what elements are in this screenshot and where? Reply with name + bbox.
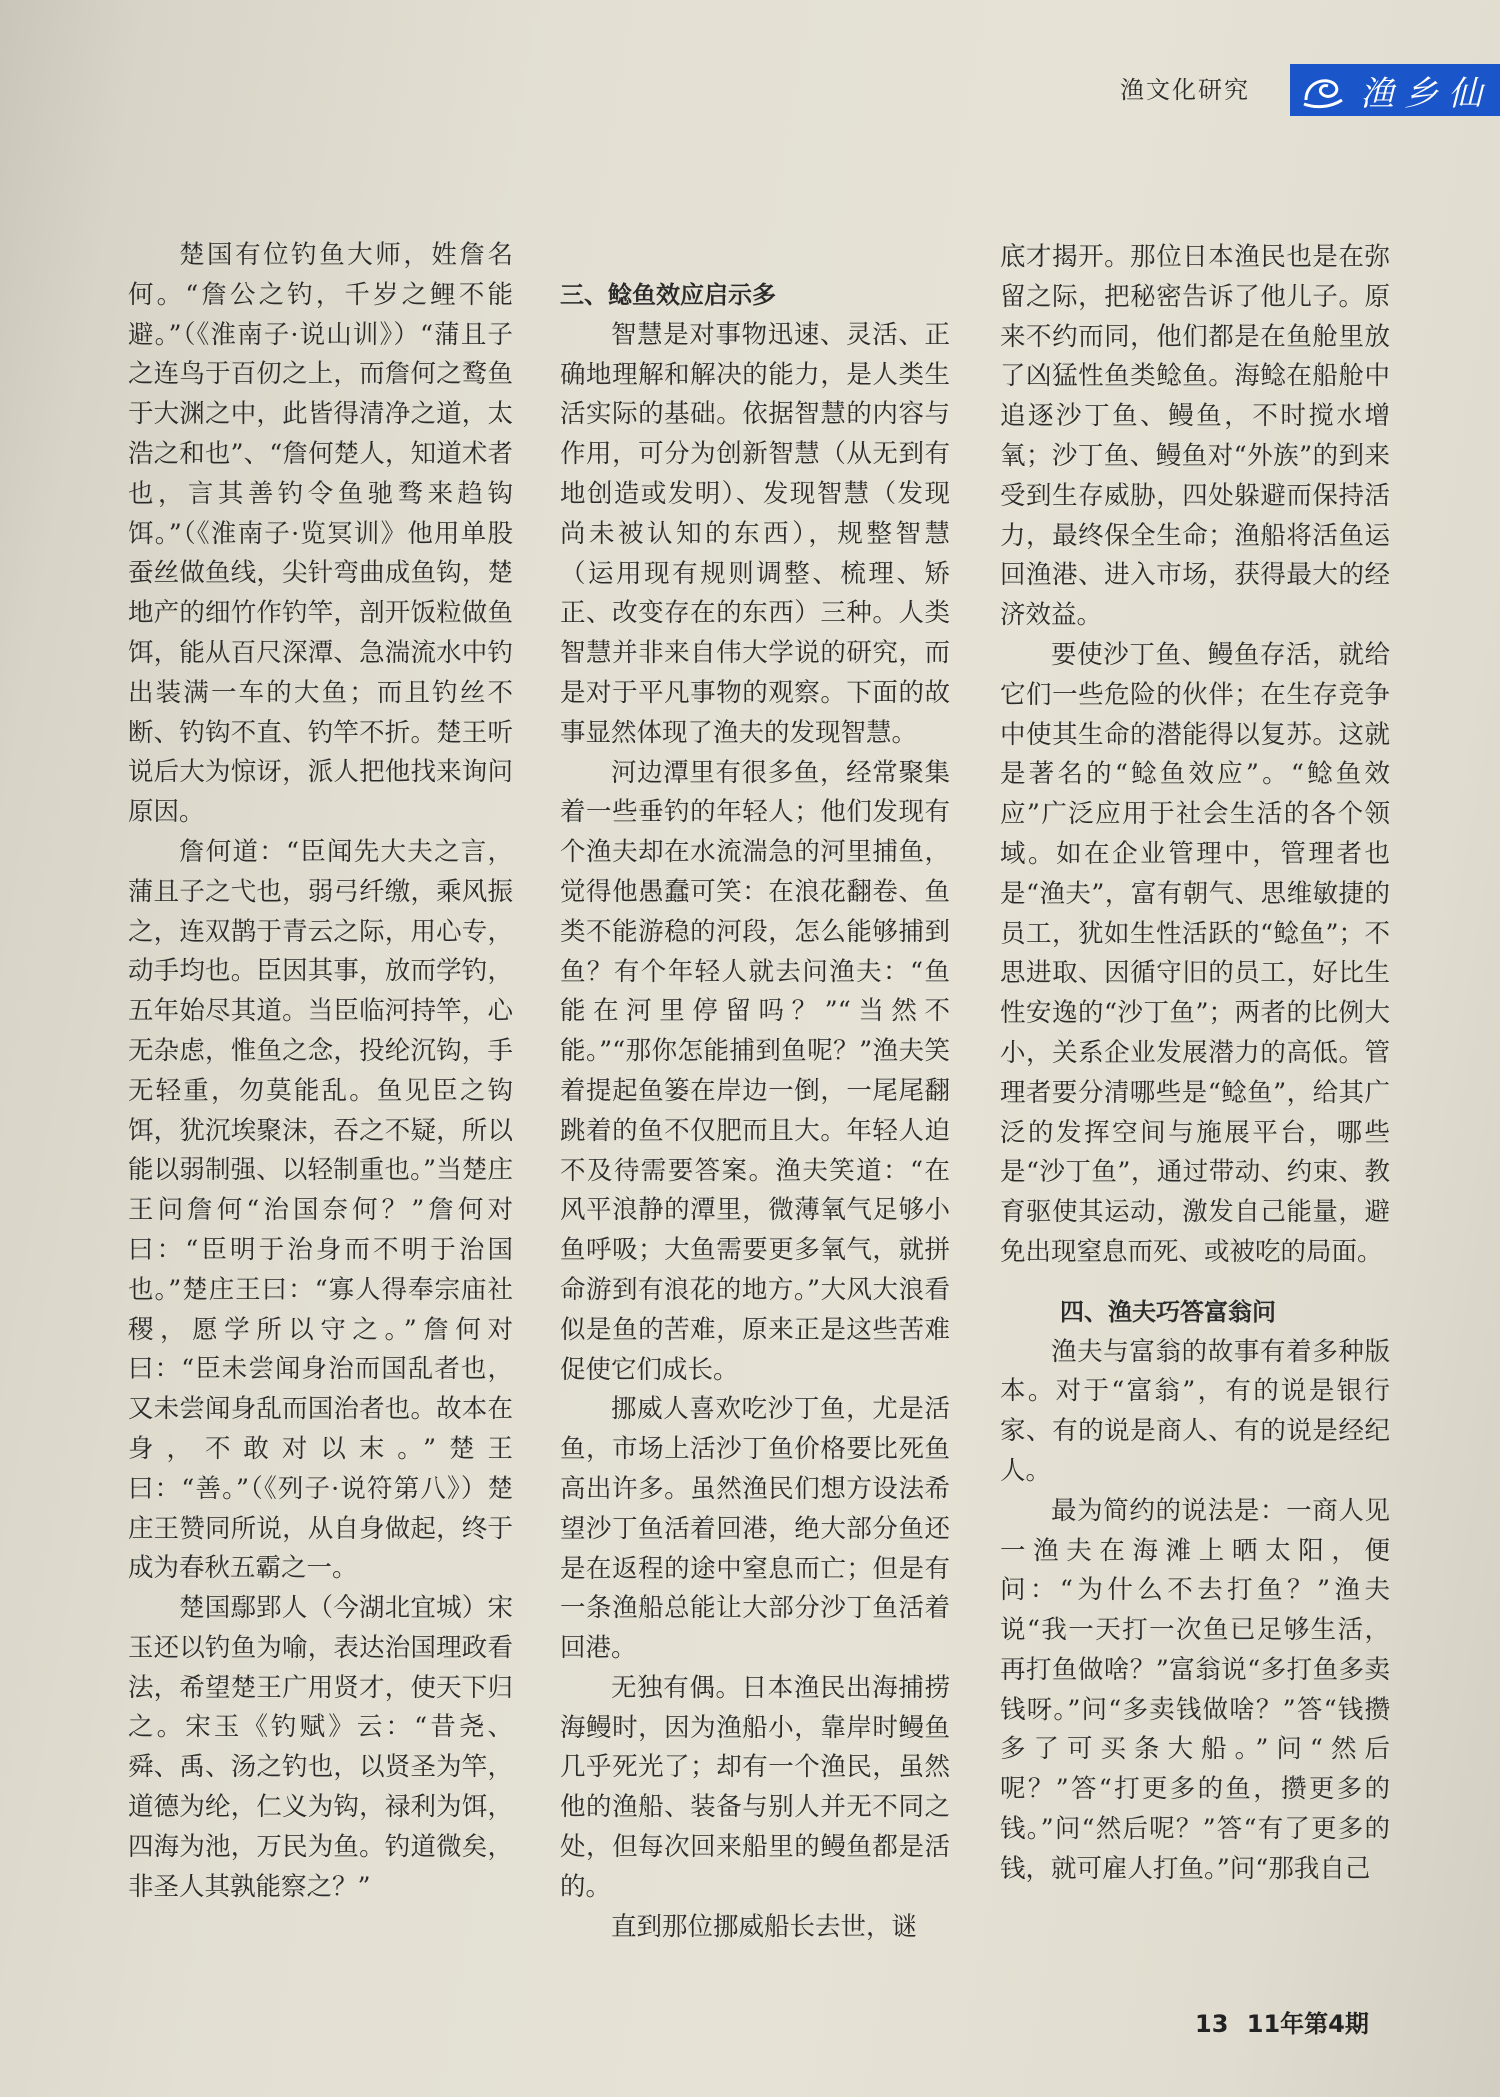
article-column-3: [1000, 238, 1390, 1890]
article-column-2: [560, 276, 950, 1947]
logo-text: 渔乡仙: [1360, 73, 1492, 114]
paragraph: 智慧是对事物迅速、灵活、正确地理解和解决的能力，是人类生活实际的基础。依据智慧的内容与作用，可分为创新智慧（从无到有地创造或发明）、发现智慧（发现尚未被认知的东西），规整智慧（运用现有规则调整、梳理、矫正、改变存在的东西）三种。人类智慧并非来自伟大学说的研究，而是对于平凡事物的观察。下面的故事显然体现了渔夫的发现智慧。: [560, 319, 950, 748]
magazine-logo: [1290, 64, 1500, 116]
page-footer: [1195, 2004, 1369, 2039]
paragraph: 直到那位挪威船长去世，谜: [611, 1911, 918, 1942]
article-column-1: [128, 236, 513, 1907]
paragraph: 詹何道：“臣闻先大夫之言，蒲且子之弋也，弱弓纤缴，乘风振之，连双鹊于青云之际，用心专，动手均也。臣因其事，放而学钓，五年始尽其道。当臣临河持竿，心无杂虑，惟鱼之念，投纶沉钩，手无轻重，勿莫能乱。鱼见臣之钩饵，犹沉埃聚沫，吞之不疑，所以能以弱制强、以轻制重也。”当楚庄王问詹何“治国奈何？”詹何对曰：“臣明于治身而不明于治国也。”楚庄王曰：“寡人得奉宗庙社稷，愿学所以守之。”詹何对曰：“臣未尝闻身治而国乱者也，又未尝闻身乱而国治者也。故本在身，不敢对以末。”楚王曰：“善。”（《列子·说符第八》）楚庄王赞同所说，从自身做起，终于成为春秋五霸之一。: [128, 836, 513, 1584]
paragraph: 要使沙丁鱼、鳗鱼存活，就给它们一些危险的伙伴；在生存竞争中使其生命的潜能得以复苏。这就是著名的“鲶鱼效应”。“鲶鱼效应”广泛应用于社会生活的各个领域。如在企业管理中，管理者也是“渔夫”，富有朝气、思维敏捷的员工，犹如生性活跃的“鲶鱼”；不思进取、因循守旧的员工，好比生性安逸的“沙丁鱼”；两者的比例大小，关系企业发展潜力的高低。管理者要分清哪些是“鲶鱼”，给其广泛的发挥空间与施展平台，哪些是“沙丁鱼”，通过带动、约束、教育驱使其运动，激发自己能量，避免出现窒息而死、或被吃的局面。: [1000, 639, 1390, 1267]
paragraph: 楚国鄢郢人（今湖北宜城）宋玉还以钓鱼为喻，表达治国理政看法，希望楚王广用贤才，使天下归之。宋玉《钓赋》云：“昔尧、舜、禹、汤之钓也，以贤圣为竿，道德为纶，仁义为钩，禄利为饵，四海为池，万民为鱼。钓道微矣，非圣人其孰能察之？”: [128, 1593, 513, 1902]
paragraph: 挪威人喜欢吃沙丁鱼，尤是活鱼，市场上活沙丁鱼价格要比死鱼高出许多。虽然渔民们想方设法希望沙丁鱼活着回港，绝大部分鱼还是在返程的途中窒息而亡；但是有一条渔船总能让大部分沙丁鱼活着回港。: [560, 1394, 950, 1664]
paragraph: 最为简约的说法是：一商人见一渔夫在海滩上晒太阳，便问：“为什么不去打鱼？”渔夫说“我一天打一次鱼已足够生活，再打鱼做啥？”富翁说“多打鱼多卖钱呀。”问“多卖钱做啥？”答“钱攒多了可买条大船。”问“然后呢？”答“打更多的鱼，攒更多的钱。”问“然后呢？”答“有了更多的钱，就可雇人打鱼。”问“那我自己: [1000, 1495, 1390, 1884]
paragraph: 底才揭开。那位日本渔民也是在弥留之际，把秘密告诉了他儿子。原来不约而同，他们都是在鱼舱里放了凶猛性鱼类鲶鱼。海鲶在船舱中追逐沙丁鱼、鳗鱼，不时搅水增氧；沙丁鱼、鳗鱼对“外族”的到来受到生存威胁，四处躲避而保持活力，最终保全生命；渔船将活鱼运回渔港、进入市场，获得最大的经济效益。: [1000, 242, 1390, 631]
paragraph: 河边潭里有很多鱼，经常聚集着一些垂钓的年轻人；他们发现有个渔夫却在水流湍急的河里捕鱼，觉得他愚蠢可笑：在浪花翻卷、鱼类不能游稳的河段，怎么能够捕到鱼？有个年轻人就去问渔夫：“鱼能在河里停留吗？”“当然不能。”“那你怎能捕到鱼呢？”渔夫笑着提起鱼篓在岸边一倒，一尾尾翻跳着的鱼不仅肥而且大。年轻人迫不及待需要答案。渔夫笑道：“在风平浪静的潭里，微薄氧气足够小鱼呼吸；大鱼需要更多氧气，就拼命游到有浪花的地方。”大风大浪看似是鱼的苦难，原来正是这些苦难促使它们成长。: [560, 757, 950, 1385]
paragraph: 楚国有位钓鱼大师，姓詹名何。“詹公之钓，千岁之鲤不能避。”（《淮南子·说山训》）“蒲且子之连鸟于百仞之上，而詹何之鹜鱼于大渊之中，此皆得清净之道，太浩之和也”、“詹何楚人，知道术者也，言其善钓令鱼驰骛来趋钩饵。”（《淮南子·览冥训》他用单股蚕丝做鱼线，尖针弯曲成鱼钩，楚地产的细竹作钓竿，剖开饭粒做鱼饵，能从百尺深潭、急湍流水中钓出装满一车的大鱼；而且钓丝不断、钓钩不直、钓竿不折。楚王听说后大为惊讶，派人把他找来询问原因。: [128, 240, 513, 828]
section-heading: 三、鲶鱼效应启示多: [560, 281, 776, 309]
section-heading: 四、渔夫巧答富翁问: [1060, 1297, 1276, 1326]
paragraph: 无独有偶。日本渔民出海捕捞海鳗时，因为渔船小，靠岸时鳗鱼几乎死光了；却有一个渔民，虽然他的渔船、装备与别人并无不同之处，但每次回来船里的鳗鱼都是活的。: [560, 1672, 950, 1902]
paragraph: 渔夫与富翁的故事有着多种版本。对于“富翁”，有的说是银行家、有的说是商人、有的说是经纪人。: [1000, 1336, 1390, 1486]
page-number: 13: [1195, 2010, 1229, 2038]
issue-label: 11年第4期: [1246, 2010, 1369, 2038]
section-title: 渔文化研究: [1120, 76, 1250, 104]
swirl-fish-icon: [1300, 70, 1346, 110]
